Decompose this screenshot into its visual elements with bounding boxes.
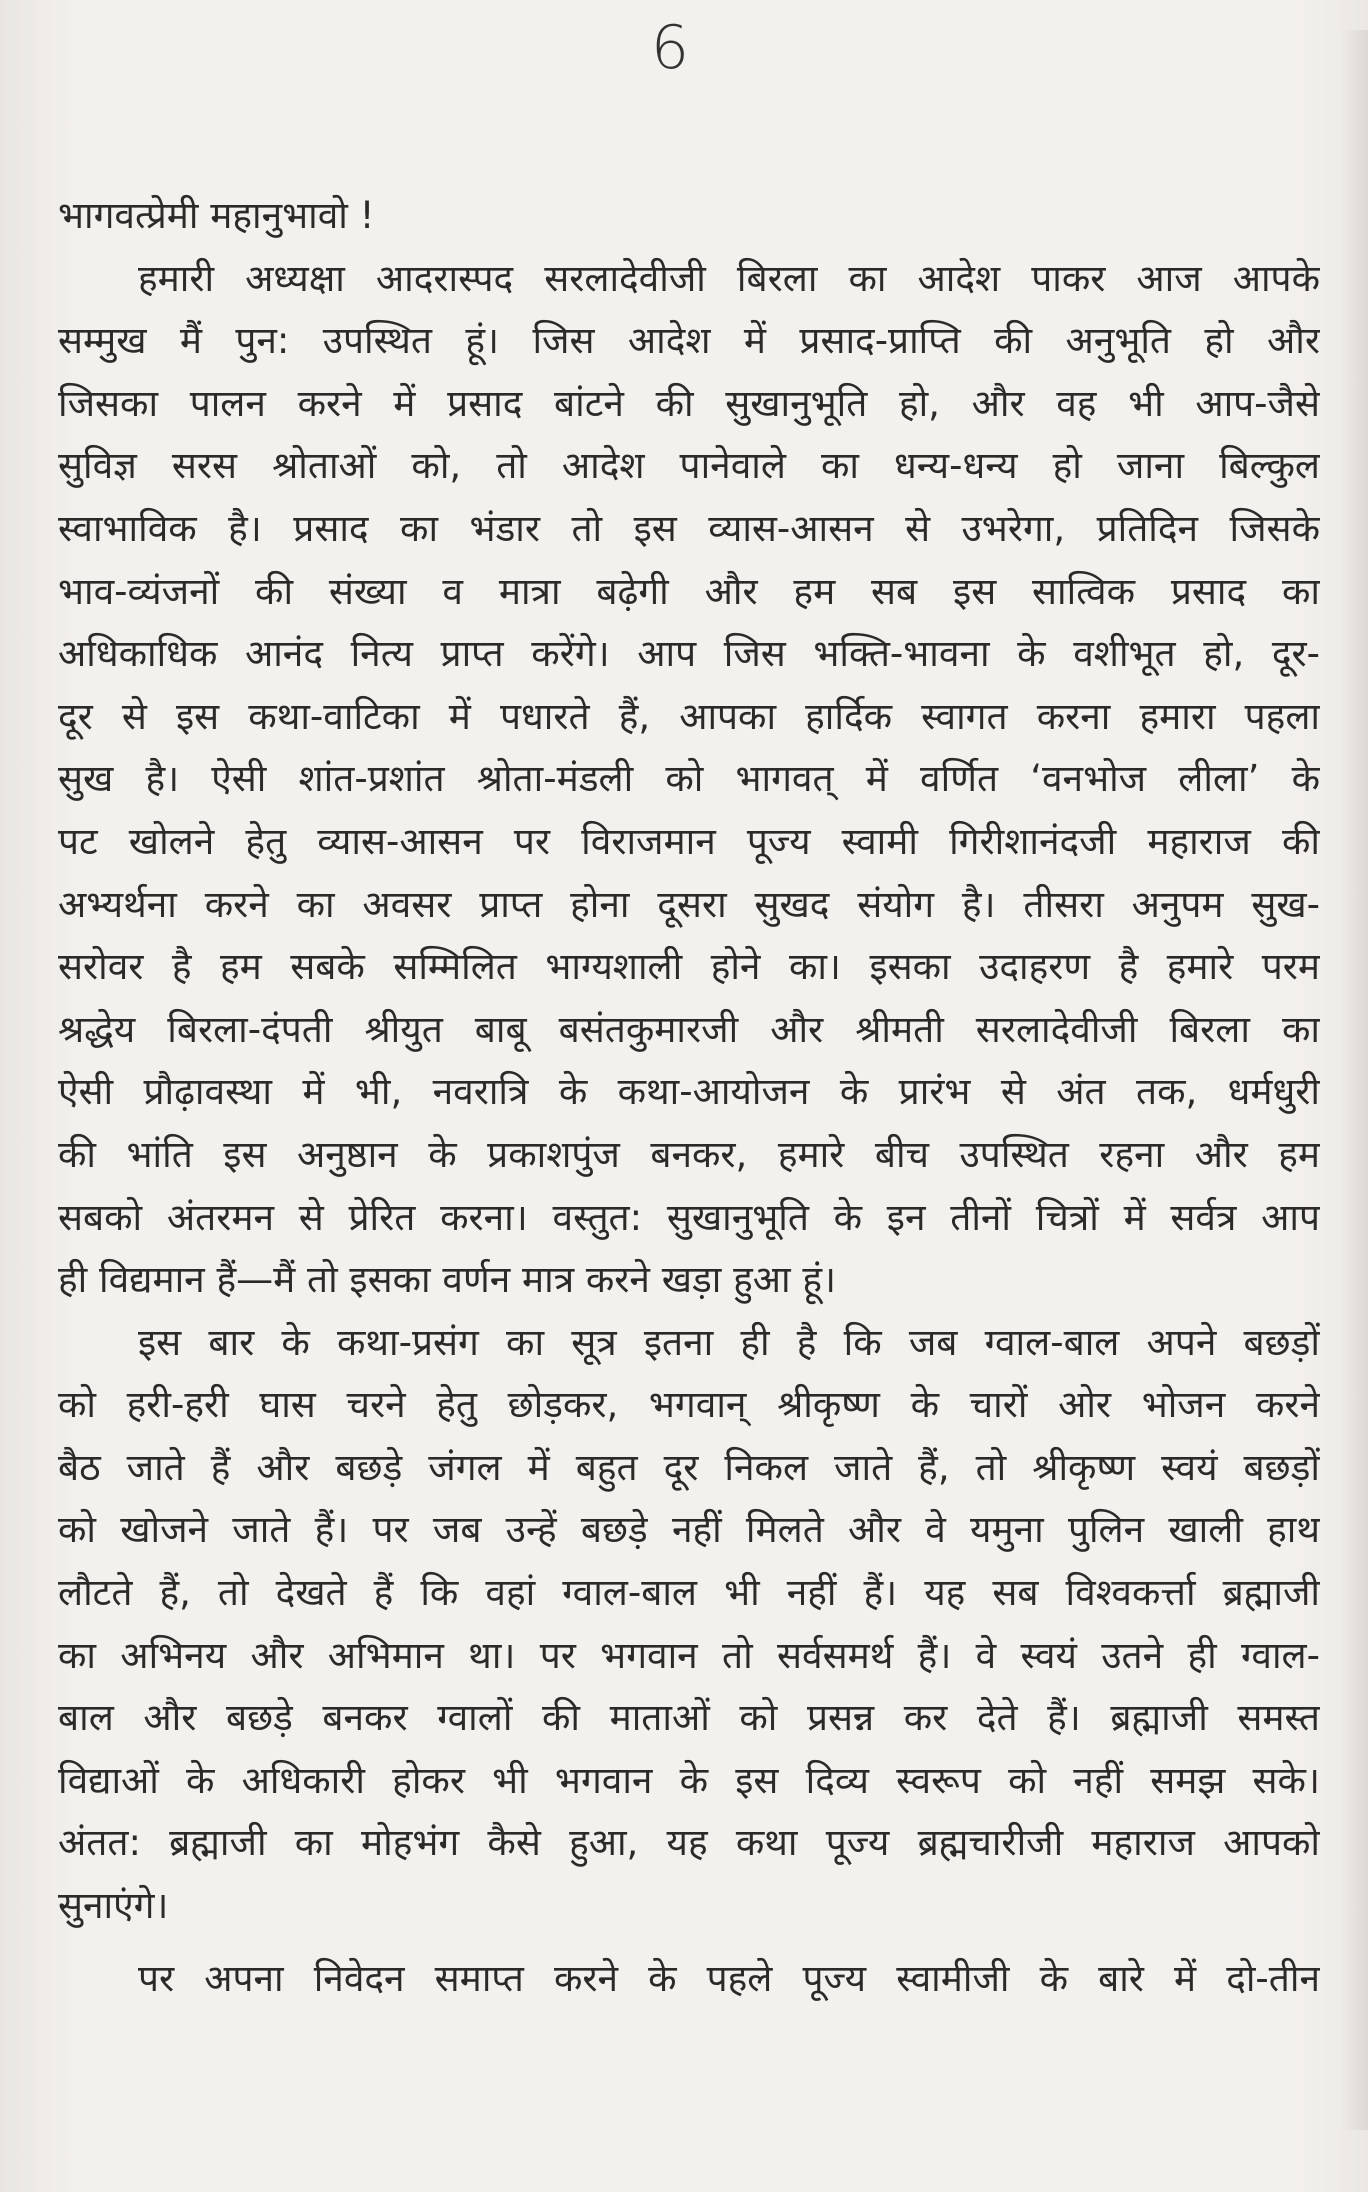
- paragraph-line: सुविज्ञ सरस श्रोताओं को, तो आदेश पानेवाले का धन्य-धन्य हो जाना बिल्कुल: [58, 444, 1320, 488]
- paragraph-line: ही विद्यमान हैं—मैं तो इसका वर्णन मात्र करने खड़ा हुआ हूं।: [58, 1258, 837, 1302]
- paragraph-line: लौटते हैं, तो देखते हैं कि वहां ग्वाल-बाल भी नहीं हैं। यह सब विश्वकर्त्ता ब्रह्माजी: [58, 1571, 1320, 1615]
- paragraph-line: जिसका पालन करने में प्रसाद बांटने की सुखानुभूति हो, और वह भी आप-जैसे: [58, 381, 1320, 425]
- page-edge-shadow: [1342, 30, 1368, 2130]
- paragraph-line: अभ्यर्थना करने का अवसर प्राप्त होना दूसरा सुखद संयोग है। तीसरा अनुपम सुख-: [58, 882, 1320, 926]
- paragraph-line: इस बार के कथा-प्रसंग का सूत्र इतना ही है कि जब ग्वाल-बाल अपने बछड़ों: [138, 1320, 1320, 1364]
- paragraph-line: बाल और बछड़े बनकर ग्वालों की माताओं को प्रसन्न कर देते हैं। ब्रह्माजी समस्त: [58, 1696, 1320, 1740]
- salutation-line: भागवत्प्रेमी महानुभावो !: [58, 194, 375, 237]
- paragraph-line: को हरी-हरी घास चरने हेतु छोड़कर, भगवान् श्रीकृष्ण के चारों ओर भोजन करने: [58, 1383, 1320, 1427]
- paragraph-line: सम्मुख मैं पुन: उपस्थित हूं। जिस आदेश में प्रसाद-प्राप्ति की अनुभूति हो और: [58, 319, 1320, 363]
- paragraph-line: सुख है। ऐसी शांत-प्रशांत श्रोता-मंडली को भागवत् में वर्णित ‘वनभोज लीला’ के: [58, 757, 1320, 801]
- paragraph-line: अंतत: ब्रह्माजी का मोहभंग कैसे हुआ, यह कथा पूज्य ब्रह्मचारीजी महाराज आपको: [58, 1821, 1320, 1865]
- paragraph-line: की भांति इस अनुष्ठान के प्रकाशपुंज बनकर, हमारे बीच उपस्थित रहना और हम: [58, 1132, 1320, 1176]
- paragraph-line: बैठ जाते हैं और बछड़े जंगल में बहुत दूर निकल जाते हैं, तो श्रीकृष्ण स्वयं बछड़ों: [58, 1445, 1320, 1489]
- paragraph-line: अधिकाधिक आनंद नित्य प्राप्त करेंगे। आप जिस भक्ति-भावना के वशीभूत हो, दूर-: [58, 632, 1320, 676]
- paragraph-line: का अभिनय और अभिमान था। पर भगवान तो सर्वसमर्थ हैं। वे स्वयं उतने ही ग्वाल-: [58, 1633, 1320, 1677]
- paragraph-line: स्वाभाविक है। प्रसाद का भंडार तो इस व्यास-आसन से उभरेगा, प्रतिदिन जिसके: [58, 506, 1320, 550]
- paragraph-line: भाव-व्यंजनों की संख्या व मात्रा बढ़ेगी और हम सब इस सात्विक प्रसाद का: [58, 569, 1320, 613]
- paragraph-line: हमारी अध्यक्षा आदरास्पद सरलादेवीजी बिरला का आदेश पाकर आज आपके: [138, 256, 1320, 300]
- paragraph-line: ऐसी प्रौढ़ावस्था में भी, नवरात्रि के कथा-आयोजन के प्रारंभ से अंत तक, धर्मधुरी: [58, 1070, 1320, 1114]
- paragraph-line: सुनाएंगे।: [58, 1884, 169, 1928]
- paragraph-line: सरोवर है हम सबके सम्मिलित भाग्यशाली होने का। इसका उदाहरण है हमारे परम: [58, 945, 1320, 989]
- paragraph-line: पर अपना निवेदन समाप्त करने के पहले पूज्य स्वामीजी के बारे में दो-तीन: [138, 1956, 1320, 2000]
- body-text: [58, 185, 1320, 2010]
- paragraph-line: पट खोलने हेतु व्यास-आसन पर विराजमान पूज्य स्वामी गिरीशानंदजी महाराज की: [58, 819, 1320, 863]
- paragraph-line: दूर से इस कथा-वाटिका में पधारते हैं, आपका हार्दिक स्वागत करना हमारा पहला: [58, 694, 1320, 738]
- paragraph-line: सबको अंतरमन से प्रेरित करना। वस्तुत: सुखानुभूति के इन तीनों चित्रों में सर्वत्र आप: [58, 1195, 1320, 1239]
- paragraph-line: को खोजने जाते हैं। पर जब उन्हें बछड़े नहीं मिलते और वे यमुना पुलिन खाली हाथ: [58, 1508, 1320, 1552]
- page-number: 6: [650, 13, 690, 83]
- paragraph-line: श्रद्धेय बिरला-दंपती श्रीयुत बाबू बसंतकुमारजी और श्रीमती सरलादेवीजी बिरला का: [58, 1007, 1320, 1051]
- paragraph-line: विद्याओं के अधिकारी होकर भी भगवान के इस दिव्य स्वरूप को नहीं समझ सके।: [58, 1758, 1320, 1802]
